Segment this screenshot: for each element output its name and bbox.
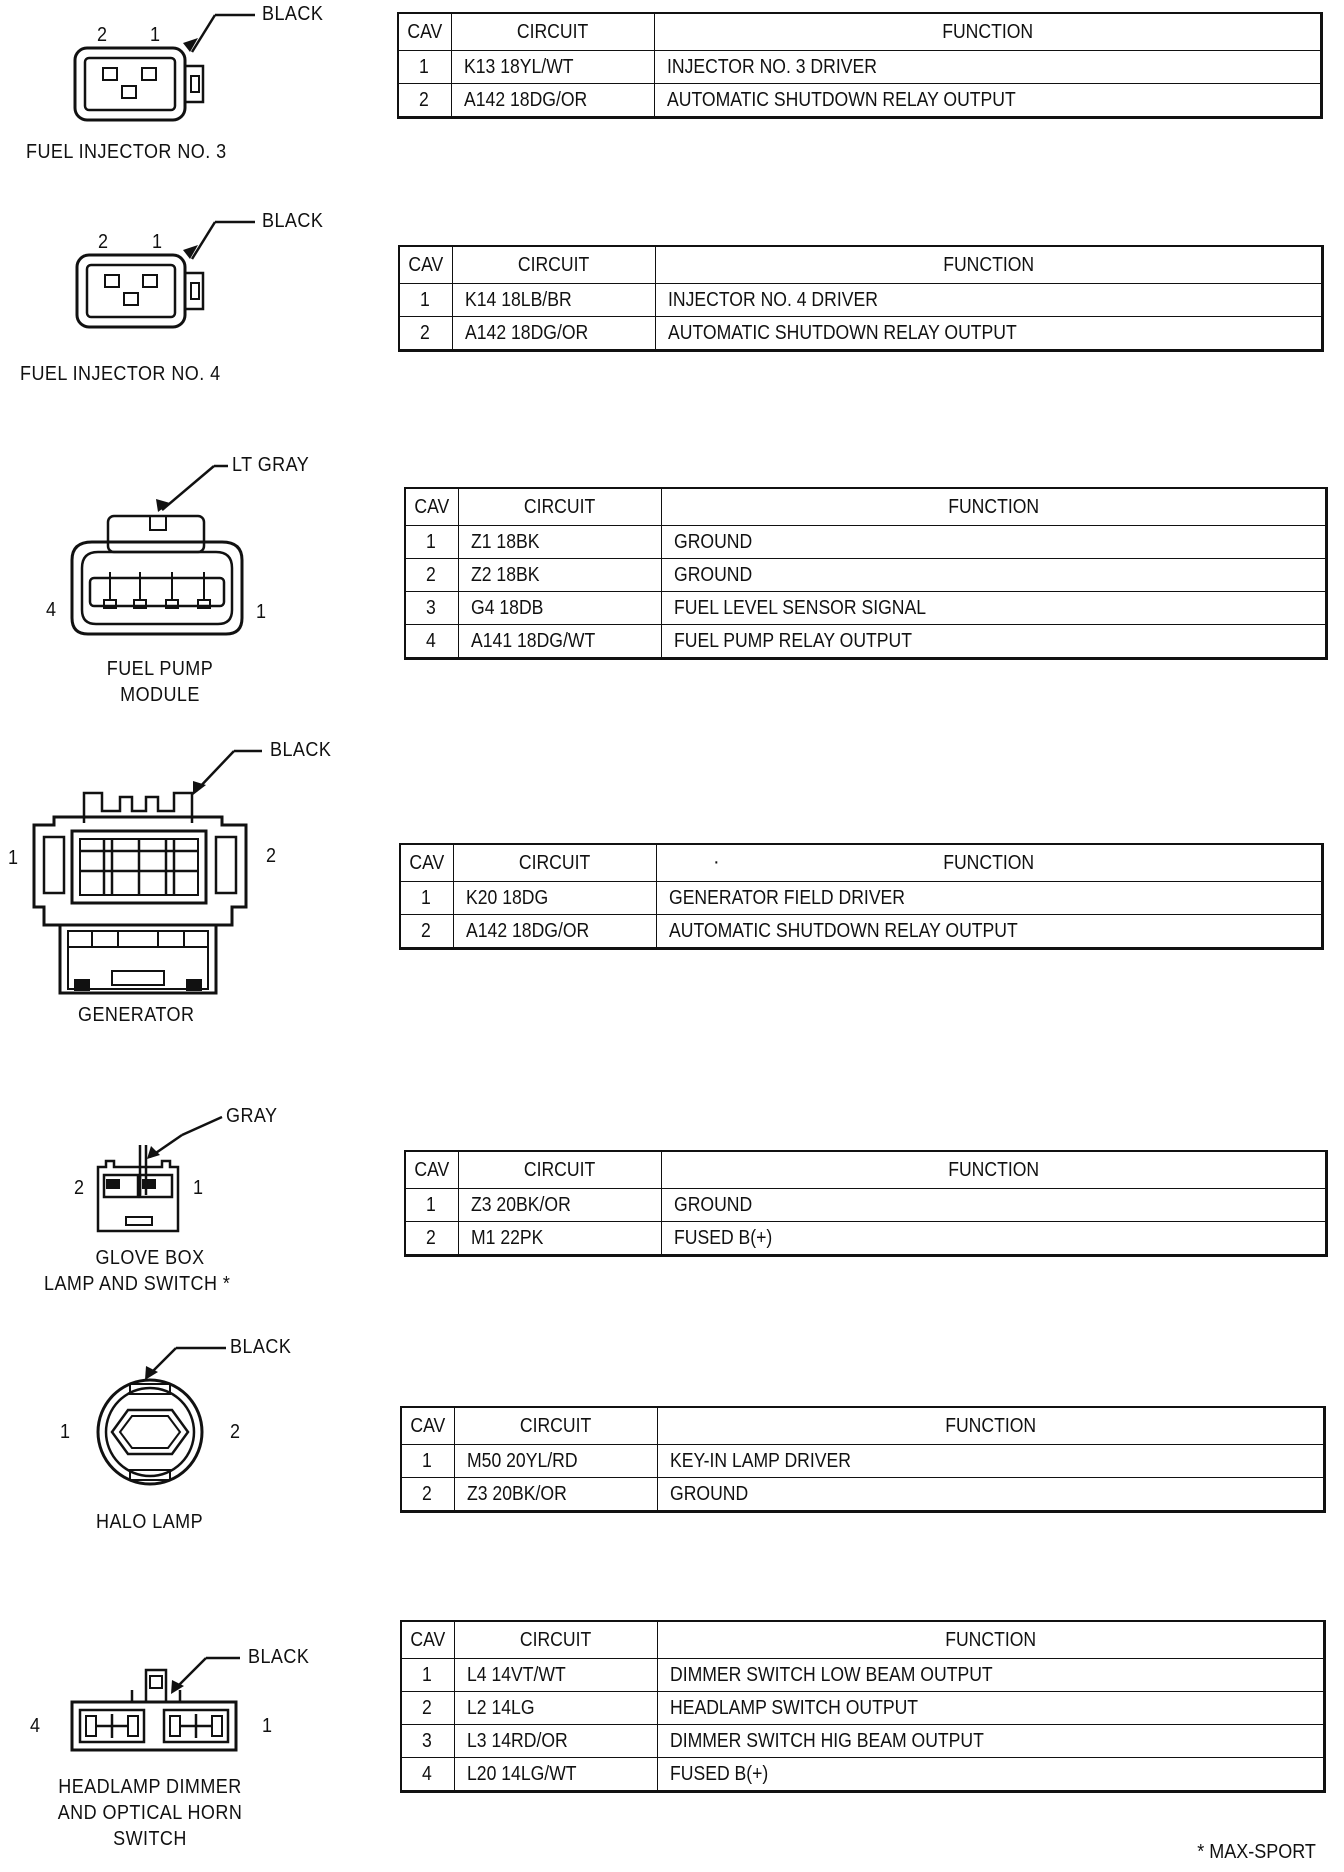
connector-name-line: LAMP AND SWITCH * (44, 1273, 231, 1295)
cav-table (400, 1620, 1326, 1793)
function-cell: GROUND (670, 1482, 749, 1505)
header-circuit: CIRCUIT (517, 20, 589, 43)
header-function: FUNCTION (942, 20, 1033, 43)
table-row (401, 1659, 1325, 1692)
connector-name-line: MODULE (120, 684, 200, 706)
table-row (399, 284, 1323, 317)
table-row (400, 882, 1323, 915)
function-cell: KEY-IN LAMP DRIVER (670, 1449, 851, 1472)
header-function: FUNCTION (943, 253, 1034, 276)
circuit-cell: Z3 20BK/OR (467, 1482, 567, 1505)
cav-cell: 1 (422, 1663, 433, 1686)
function-cell: DIMMER SWITCH LOW BEAM OUTPUT (670, 1663, 993, 1686)
connector-color: BLACK (262, 210, 324, 232)
circuit-cell: L4 14VT/WT (467, 1663, 566, 1686)
circuit-cell: M50 20YL/RD (467, 1449, 578, 1472)
pin-label: 2 (98, 231, 109, 253)
halo-lamp-diagram (0, 1320, 340, 1540)
pin-label: 1 (256, 601, 267, 623)
connector-color: BLACK (270, 739, 332, 761)
fuel-pump-module-diagram (0, 450, 340, 720)
function-cell: INJECTOR NO. 4 DRIVER (668, 288, 878, 311)
cav-table (399, 843, 1324, 950)
function-cell: AUTOMATIC SHUTDOWN RELAY OUTPUT (668, 321, 1017, 344)
pin-label: 2 (266, 845, 277, 867)
glove-box-lamp-diagram (0, 1095, 340, 1305)
header-mark: · (713, 851, 720, 873)
connector-name-line: SWITCH (113, 1828, 187, 1850)
pin-label: 1 (193, 1177, 204, 1199)
function-cell: GROUND (674, 530, 753, 553)
header-circuit: CIRCUIT (519, 851, 591, 874)
cav-cell: 4 (426, 629, 437, 652)
circuit-cell: K20 18DG (466, 886, 549, 909)
connector-name: HALO LAMP (96, 1511, 204, 1533)
header-cav: CAV (410, 1628, 446, 1651)
cav-cell: 2 (426, 1226, 437, 1249)
header-cav: CAV (414, 1158, 450, 1181)
header-function: FUNCTION (945, 1628, 1036, 1651)
header-circuit: CIRCUIT (518, 253, 590, 276)
table-row (401, 1478, 1325, 1512)
cav-cell: 3 (422, 1729, 433, 1752)
pin-label: 4 (46, 599, 57, 621)
circuit-cell: Z1 18BK (471, 530, 540, 553)
function-cell: FUEL LEVEL SENSOR SIGNAL (674, 596, 927, 619)
table-row (405, 1222, 1327, 1256)
pin-label: 1 (262, 1715, 273, 1737)
header-cav: CAV (407, 20, 443, 43)
connector-color: LT GRAY (232, 454, 310, 476)
header-cav: CAV (414, 495, 450, 518)
circuit-cell: M1 22PK (471, 1226, 544, 1249)
circuit-cell: L3 14RD/OR (467, 1729, 568, 1752)
cav-cell: 2 (419, 88, 430, 111)
connector-name-line: FUEL PUMP (106, 658, 214, 680)
header-function: FUNCTION (943, 851, 1035, 874)
table-header-row (400, 844, 1323, 882)
header-circuit: CIRCUIT (524, 495, 596, 518)
table-row (405, 526, 1327, 559)
circuit-cell: K14 18LB/BR (465, 288, 572, 311)
cav-cell: 2 (422, 1696, 433, 1719)
pin-label: 1 (60, 1421, 71, 1443)
function-cell: DIMMER SWITCH HIG BEAM OUTPUT (670, 1729, 984, 1752)
table-row (398, 84, 1322, 118)
circuit-cell: L2 14LG (467, 1696, 535, 1719)
function-cell: FUSED B(+) (670, 1762, 769, 1785)
circuit-cell: A141 18DG/WT (471, 629, 596, 652)
table-header-row (405, 488, 1327, 526)
fuel-injector-3-diagram (0, 0, 340, 180)
pin-label: 4 (30, 1715, 41, 1737)
table-row (405, 625, 1327, 659)
cav-table (400, 1406, 1326, 1513)
cav-cell: 4 (422, 1762, 433, 1785)
circuit-cell: A142 18DG/OR (465, 321, 589, 344)
function-cell: AUTOMATIC SHUTDOWN RELAY OUTPUT (667, 88, 1016, 111)
connector-2pin-icon (0, 205, 340, 385)
cav-cell: 2 (422, 1482, 433, 1505)
cav-cell: 1 (426, 530, 437, 553)
connector-generator-icon (0, 725, 350, 1035)
connector-color: GRAY (226, 1105, 278, 1127)
table-row (399, 317, 1323, 351)
function-cell: GENERATOR FIELD DRIVER (669, 886, 906, 909)
function-cell: FUSED B(+) (674, 1226, 773, 1249)
table-row (400, 915, 1323, 949)
function-cell: GROUND (674, 1193, 753, 1216)
table-row (401, 1758, 1325, 1792)
table-header-row (401, 1621, 1325, 1659)
connector-color: BLACK (262, 3, 324, 25)
pin-label: 1 (8, 847, 19, 869)
table-header-row (399, 246, 1323, 284)
function-cell: GROUND (674, 563, 753, 586)
table-row (405, 1189, 1327, 1222)
pin-label: 1 (152, 231, 163, 253)
cav-table (404, 1150, 1328, 1257)
connector-name-line: GLOVE BOX (95, 1247, 205, 1269)
table-row (405, 592, 1327, 625)
cav-cell: 2 (420, 321, 431, 344)
circuit-cell: G4 18DB (471, 596, 544, 619)
generator-diagram (0, 725, 350, 1035)
circuit-cell: L20 14LG/WT (467, 1762, 577, 1785)
cav-cell: 1 (421, 886, 432, 909)
table-header-row (405, 1151, 1327, 1189)
connector-name-line: AND OPTICAL HORN (57, 1802, 243, 1824)
pin-label: 2 (74, 1177, 85, 1199)
header-function: FUNCTION (948, 495, 1039, 518)
headlamp-dimmer-diagram (0, 1610, 340, 1860)
function-cell: FUEL PUMP RELAY OUTPUT (674, 629, 912, 652)
cav-cell: 2 (426, 563, 437, 586)
cav-cell: 1 (422, 1449, 433, 1472)
table-row (398, 51, 1322, 84)
circuit-cell: Z2 18BK (471, 563, 540, 586)
cav-cell: 1 (419, 55, 430, 78)
function-cell: HEADLAMP SWITCH OUTPUT (670, 1696, 919, 1719)
pin-label: 2 (97, 24, 108, 46)
cav-table (404, 487, 1328, 660)
circuit-cell: Z3 20BK/OR (471, 1193, 571, 1216)
table-row (401, 1445, 1325, 1478)
connector-name: FUEL INJECTOR NO. 4 (20, 363, 221, 385)
connector-color: BLACK (248, 1646, 310, 1668)
table-row (401, 1692, 1325, 1725)
cav-cell: 3 (426, 596, 437, 619)
pin-label: 2 (230, 1421, 241, 1443)
connector-name-line: HEADLAMP DIMMER (58, 1776, 242, 1798)
cav-table (398, 245, 1324, 352)
table-header-row (401, 1407, 1325, 1445)
header-circuit: CIRCUIT (520, 1628, 592, 1651)
header-function: FUNCTION (945, 1414, 1036, 1437)
connector-name: FUEL INJECTOR NO. 3 (26, 141, 227, 163)
cav-table (397, 12, 1323, 119)
pin-label: 1 (150, 24, 161, 46)
function-cell: AUTOMATIC SHUTDOWN RELAY OUTPUT (669, 919, 1018, 942)
header-cav: CAV (408, 253, 444, 276)
cav-cell: 1 (426, 1193, 437, 1216)
table-row (401, 1725, 1325, 1758)
circuit-cell: K13 18YL/WT (464, 55, 574, 78)
cav-cell: 1 (420, 288, 431, 311)
footnote: * MAX-SPORT (1197, 1841, 1316, 1863)
header-circuit: CIRCUIT (520, 1414, 592, 1437)
connector-color: BLACK (230, 1336, 292, 1358)
fuel-injector-4-diagram (0, 205, 340, 385)
header-cav: CAV (409, 851, 445, 874)
header-cav: CAV (410, 1414, 446, 1437)
circuit-cell: A142 18DG/OR (466, 919, 590, 942)
header-circuit: CIRCUIT (524, 1158, 596, 1181)
cav-cell: 2 (421, 919, 432, 942)
connector-name: GENERATOR (78, 1004, 195, 1026)
table-row (405, 559, 1327, 592)
header-function: FUNCTION (948, 1158, 1039, 1181)
table-header-row (398, 13, 1322, 51)
circuit-cell: A142 18DG/OR (464, 88, 588, 111)
function-cell: INJECTOR NO. 3 DRIVER (667, 55, 877, 78)
